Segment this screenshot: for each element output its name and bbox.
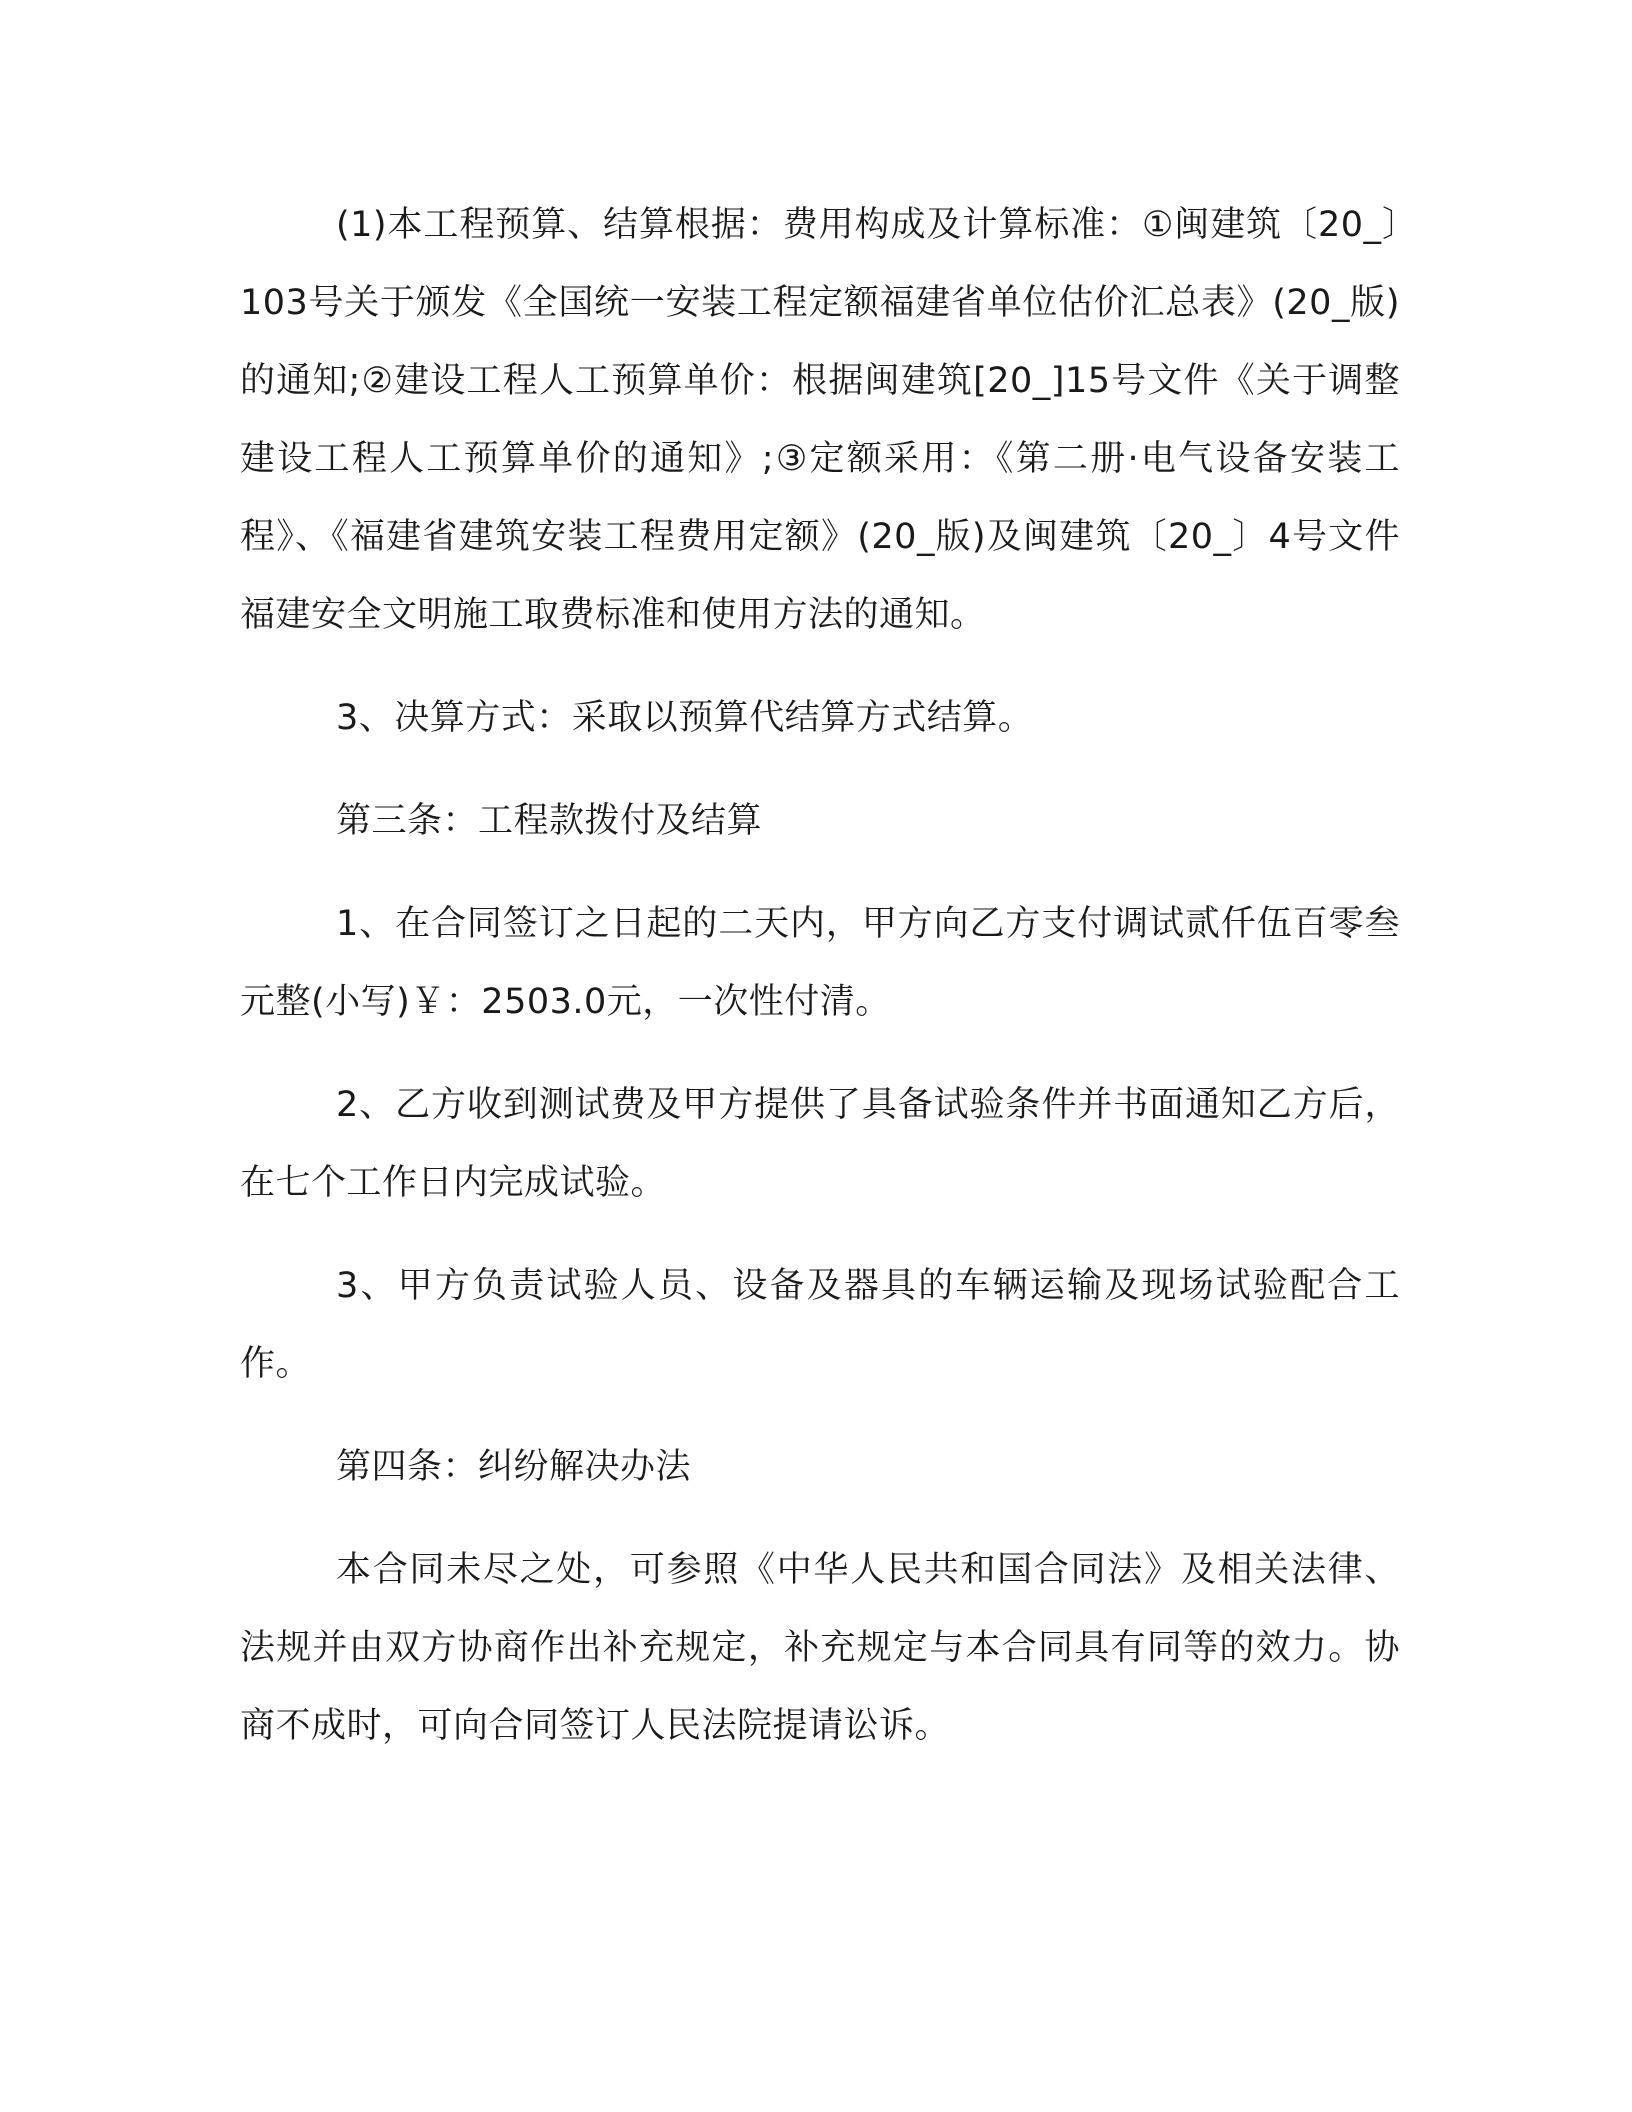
text-line: 〔20_〕103号关于颁发《全国统一安装工程定额福建省单位估价汇总: [240, 205, 1400, 323]
text-line: 第三条：工程款拨付及结算: [336, 801, 763, 841]
text-line: 3、甲方负责试验人员、设备及器具的车辆运输及现场试验配合: [336, 1266, 1365, 1306]
text-line: 文件《关于调整建设工程人工预算单价的通知》;③定额采用：《第二: [240, 361, 1400, 479]
text-line: 第四条：纠纷解决办法: [336, 1447, 692, 1487]
text-line: 及闽建筑〔20_〕4号文件福建安全文明施工取费标准和使用方法的通: [240, 517, 1400, 635]
paragraph-dispute-clause: [240, 1531, 1400, 1765]
paragraph-payment-clause: [240, 885, 1400, 1041]
text-line: 零叁元整(小写)￥：2503.0元，一次性付清。: [240, 904, 1400, 1022]
text-line: 法规并由双方协商作出补充规定，补充规定与本合同具有同等的效力。: [240, 1628, 1365, 1668]
text-line: 1、在合同签订之日起的二天内，甲方向乙方支付调试贰仟伍百: [336, 904, 1329, 944]
text-line: 3、决算方式：采取以预算代结算方式结算。: [336, 698, 1034, 738]
article-4-heading: [240, 1428, 1400, 1506]
text-line: 后，在七个工作日内完成试验。: [240, 1085, 1400, 1203]
text-line: (1)本工程预算、结算根据：费用构成及计算标准：①闽建筑: [336, 205, 1283, 245]
document-page: [240, 186, 1400, 1790]
paragraph-transport-clause: [240, 1247, 1400, 1403]
article-3-heading: [240, 782, 1400, 860]
paragraph-test-clause: [240, 1066, 1400, 1222]
text-line: 本合同未尽之处，可参照《中华人民共和国合同法》及相关法律、: [336, 1550, 1400, 1590]
text-line: 册·电气设备安装工程》、《福建省建筑安装工程费用定额》(20_版): [240, 439, 1400, 557]
text-line: 2、乙方收到测试费及甲方提供了具备试验条件并书面通知乙方: [336, 1085, 1329, 1125]
text-line: 表》(20_版)的通知;②建设工程人工预算单价：根据闽建筑[20_]15号: [240, 283, 1400, 401]
paragraph-settlement-method: [240, 679, 1400, 757]
text-line: 工作。: [240, 1266, 1400, 1384]
text-line: 协商不成时，可向合同签订人民法院提请讼诉。: [240, 1628, 1400, 1746]
text-line: 知。: [914, 595, 986, 635]
paragraph-budget-basis: [240, 186, 1400, 654]
